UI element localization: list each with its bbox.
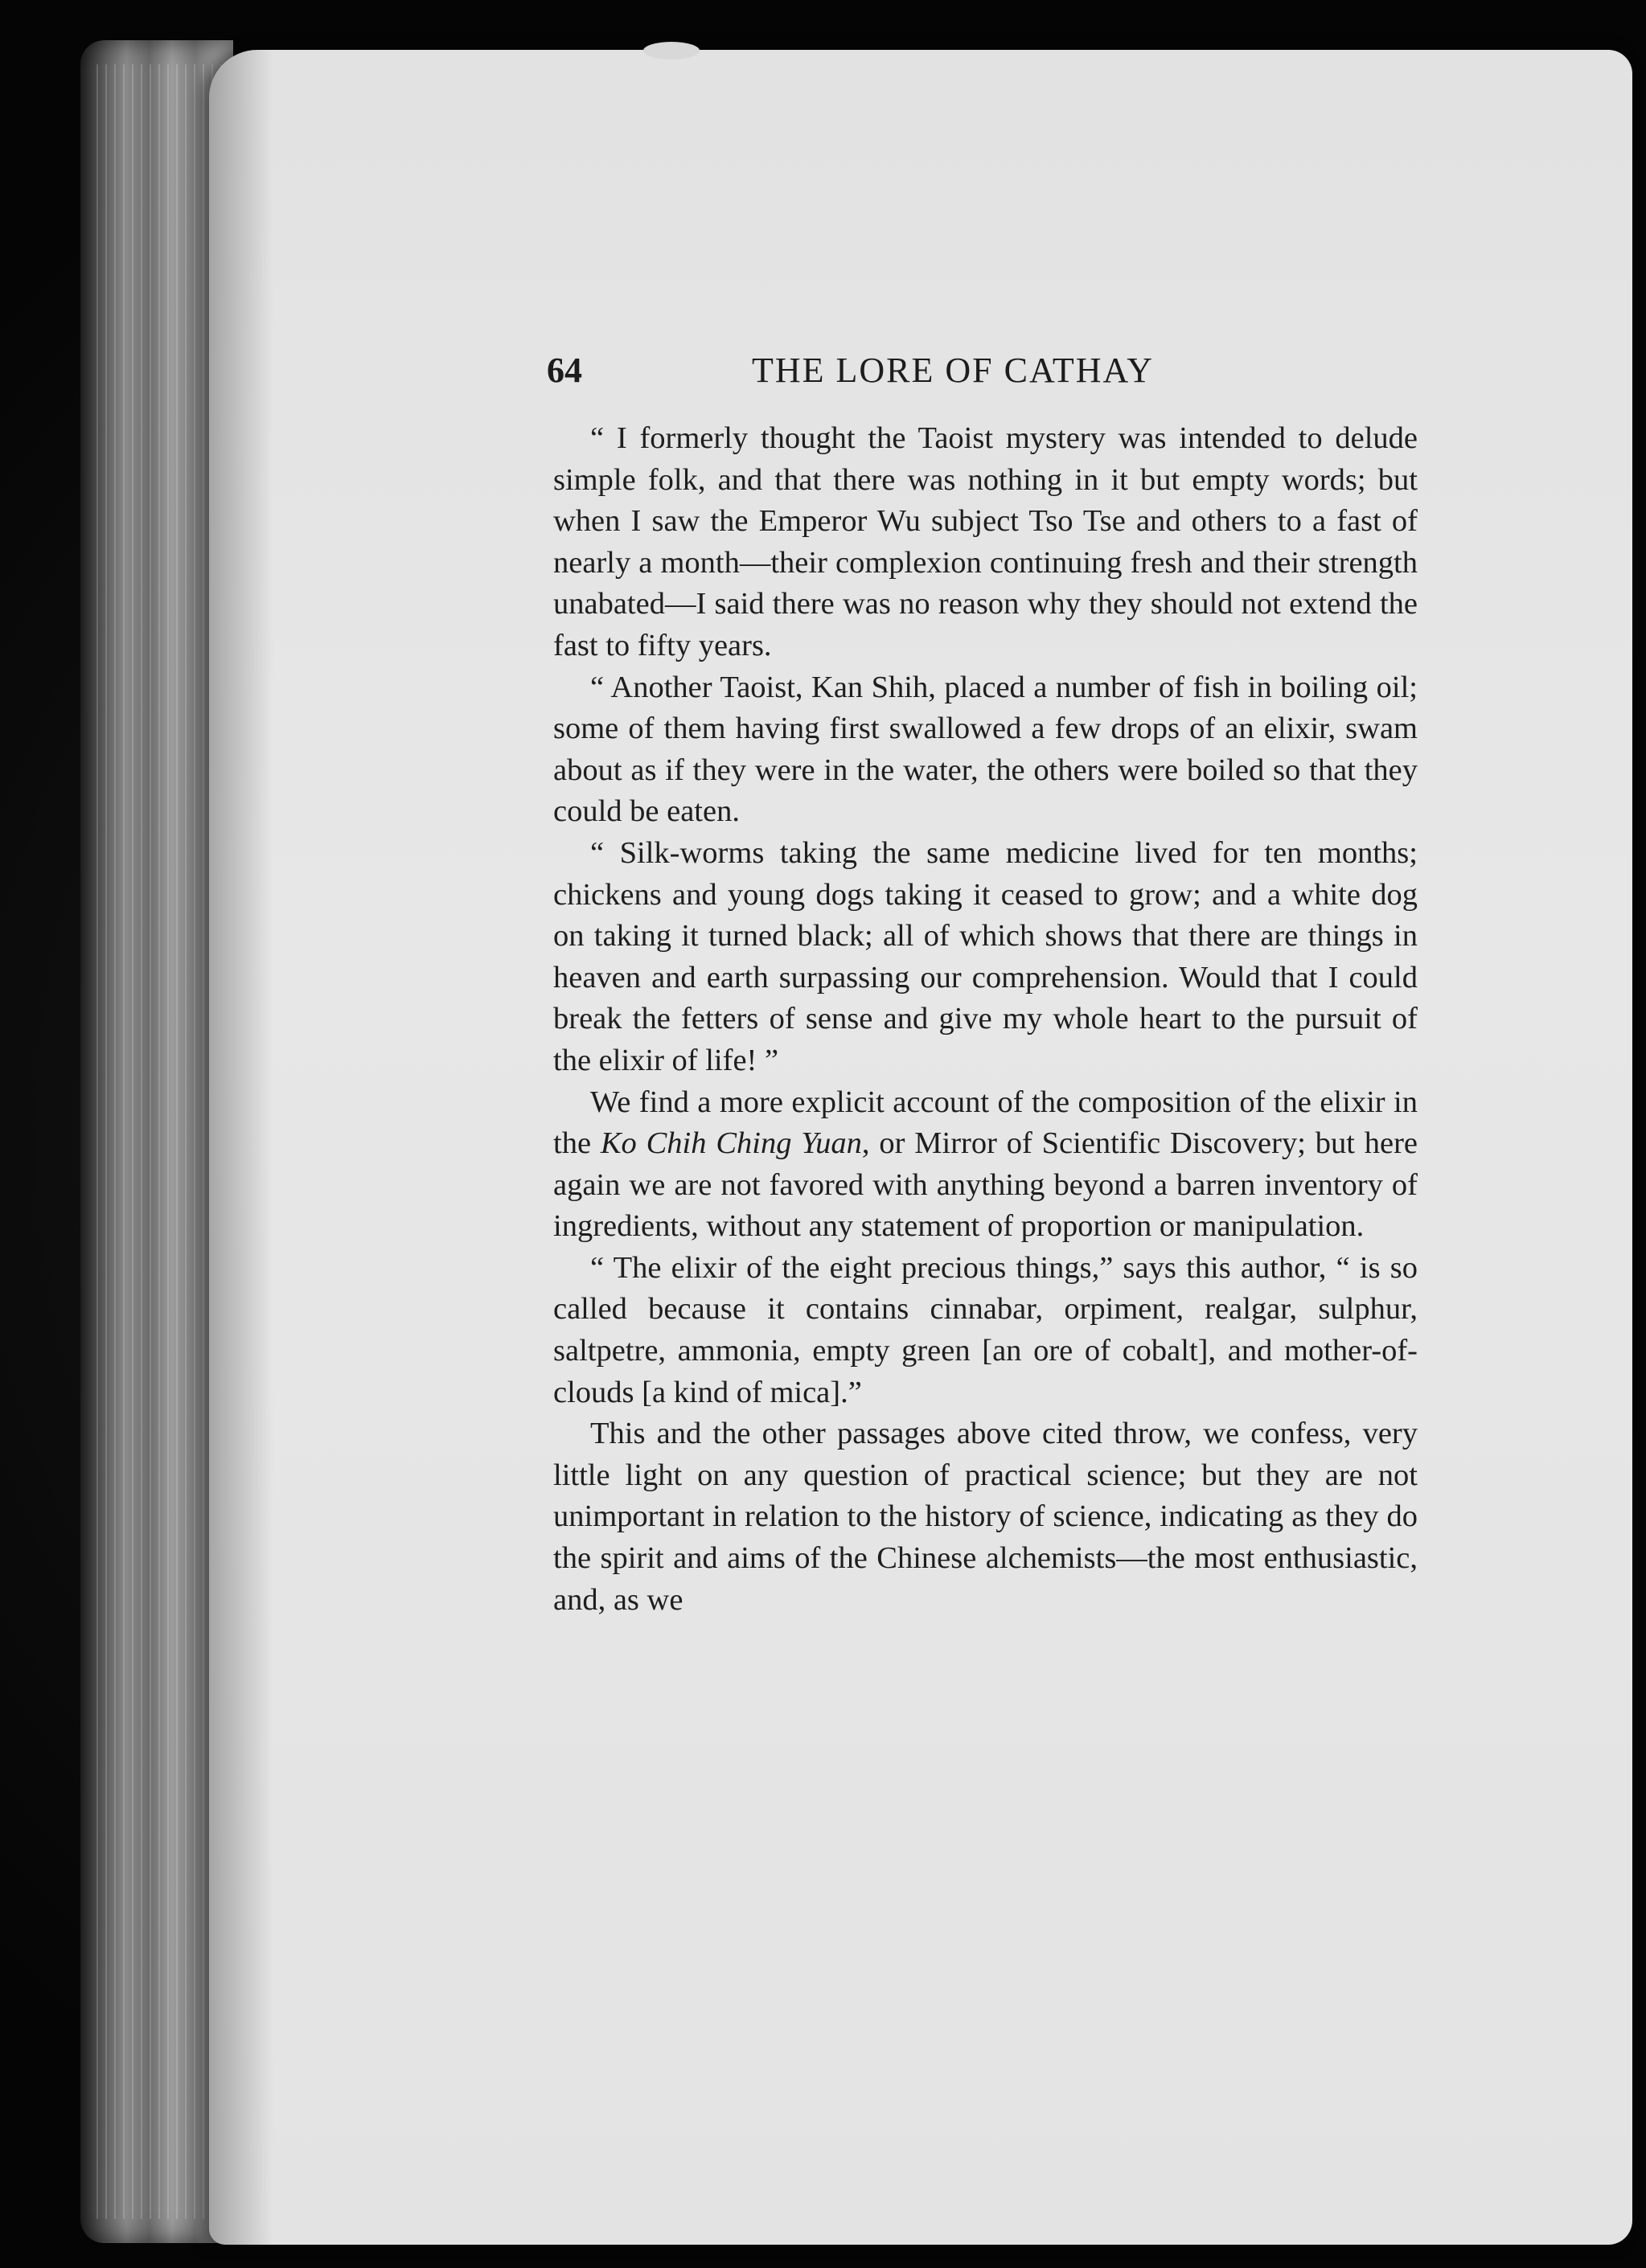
paragraph: “ Silk-worms taking the same medicine lived for ten months; chickens and young dogs taking it ceased to grow; and a white dog on taking it turned black; all of which shows that there are things in heaven and earth surpassing our comprehension. Would that I could break the fetters of sense and give my whole heart to the pursuit of the elixir of life! ” [553,835,1418,1077]
paragraph: “ Another Taoist, Kan Shih, placed a number of fish in boiling oil; some of them having first swallowed a few drops of an elixir, swam about as if they were in the water, the others were boiled so that they could be eaten. [553,670,1418,829]
page-header [547,350,1415,406]
running-head-title: THE LORE OF CATHAY [752,351,1155,390]
paragraph-text-before: We find a more explicit account of the composition of the elixir in the [553,1085,1418,1161]
paper-tear-mark [643,42,700,59]
gutter-shadow [209,50,273,2245]
paragraph-text-after: , or Mirror of Scientific Discovery; but here again we are not favored with anything beyond a barren inventory of ingredients, without any statement of proportion or manipulation. [553,1126,1418,1244]
page-number: 64 [547,351,582,390]
paragraph: “ The elixir of the eight precious things,” says this author, “ is so called because it contains cinnabar, orpiment, realgar, sulphur, saltpetre, ammonia, empty green [an ore of cobalt], and mother-of-clouds [a kind of mica].” [553,1250,1418,1409]
paragraph [553,1082,1418,1248]
book-title-italic: Ko Chih Ching Yuan [600,1126,862,1161]
body-text [553,418,1418,1621]
paragraph: This and the other passages above cited throw, we confess, very little light on any question of practical science; but they are not unimportant in relation to the history of science, indicating as they do the spirit and aims of the Chinese alchemists—the most enthusiastic, and, as we [553,1417,1418,1617]
paragraph: “ I formerly thought the Taoist mystery was intended to delude simple folk, and that there was nothing in it but empty words; but when I saw the Emperor Wu subject Tso Tse and others to a fast of nearly a month—their complexion continuing fresh and their strength unabated—I said there was no reason why they should not extend the fast to fifty years. [553,421,1418,662]
